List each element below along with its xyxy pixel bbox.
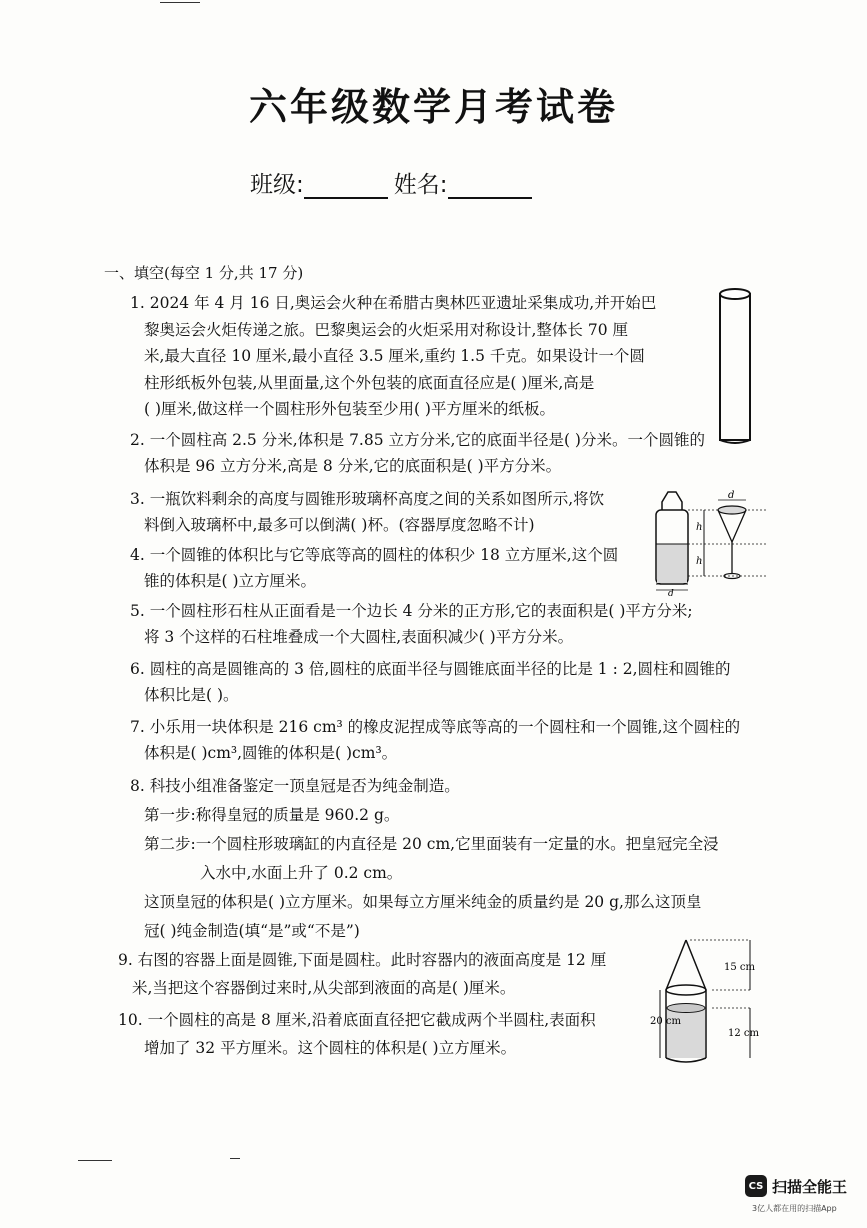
question-3 xyxy=(130,486,604,538)
class-blank[interactable] xyxy=(304,177,388,199)
question-10 xyxy=(118,1006,596,1062)
question-8-line: 8. 科技小组准备鉴定一顶皇冠是否为纯金制造。 xyxy=(130,777,460,795)
question-3-line: 3. 一瓶饮料剩余的高度与圆锥形玻璃杯高度之间的关系如图所示,将饮 xyxy=(130,490,605,508)
fig9-total-height-label: 20 cm xyxy=(650,1016,681,1027)
question-8-line: 冠( )纯金制造(填“是”或“不是”) xyxy=(144,922,360,940)
question-2-line: 体积是 96 立方分米,高是 8 分米,它的底面积是( )平方分米。 xyxy=(144,457,562,475)
scanner-tagline: 3亿人都在用的扫描App xyxy=(752,1204,837,1213)
question-7-line: 体积是( )cm³,圆锥的体积是( )cm³。 xyxy=(144,744,398,762)
question-9-line: 米,当把这个容器倒过来时,从尖部到液面的高是( )厘米。 xyxy=(132,979,516,997)
question-8-line: 第一步:称得皇冠的质量是 960.2 g。 xyxy=(144,806,400,824)
question-10-line: 10. 一个圆柱的高是 8 厘米,沿着底面直径把它截成两个半圆柱,表面积 xyxy=(118,1011,596,1029)
question-5-line: 将 3 个这样的石柱堆叠成一个大圆柱,表面积减少( )平方分米。 xyxy=(144,628,574,646)
question-4-line: 锥的体积是( )立方厘米。 xyxy=(144,572,317,590)
question-7 xyxy=(130,714,740,766)
question-10-line: 增加了 32 平方厘米。这个圆柱的体积是( )立方厘米。 xyxy=(144,1039,517,1057)
cylinder-package-figure xyxy=(712,286,758,446)
question-5 xyxy=(130,598,693,650)
question-4 xyxy=(130,542,618,594)
scan-mark xyxy=(160,2,200,3)
question-8 xyxy=(130,772,719,946)
question-6-line: 6. 圆柱的高是圆锥高的 3 倍,圆柱的底面半径与圆锥底面半径的比是 1 : 2,圆柱和圆锥的 xyxy=(130,660,731,678)
question-7-line: 7. 小乐用一块体积是 216 cm³ 的橡皮泥捏成等底等高的一个圆柱和一个圆锥,这个圆柱的 xyxy=(130,718,741,736)
name-blank[interactable] xyxy=(448,177,532,199)
question-8-line: 第二步:一个圆柱形玻璃缸的内直径是 20 cm,它里面装有一定量的水。把皇冠完全浸 xyxy=(144,835,719,853)
question-9 xyxy=(118,946,606,1002)
question-8-line: 入水中,水面上升了 0.2 cm。 xyxy=(200,864,403,882)
question-5-line: 5. 一个圆柱形石柱从正面看是一个边长 4 分米的正方形,它的表面积是( )平方分米; xyxy=(130,602,693,620)
question-9-line: 9. 右图的容器上面是圆锥,下面是圆柱。此时容器内的液面高度是 12 厘 xyxy=(118,951,607,969)
fig3-h-top-label: h xyxy=(696,522,703,533)
fig3-h-bottom-label: h xyxy=(696,556,703,567)
fig9-liquid-height-label: 12 cm xyxy=(728,1028,759,1039)
student-info-row xyxy=(250,166,538,199)
scanner-logo-icon: CS xyxy=(745,1175,767,1197)
class-label: 班级: xyxy=(250,172,304,198)
question-4-line: 4. 一个圆锥的体积比与它等底等高的圆柱的体积少 18 立方厘米,这个圆 xyxy=(130,546,619,564)
scan-mark xyxy=(230,1158,240,1159)
question-2-line: 2. 一个圆柱高 2.5 分米,体积是 7.85 立方分米,它的底面半径是( )分米。一个圆锥的 xyxy=(130,431,705,449)
question-1-line: 柱形纸板外包装,从里面量,这个外包装的底面直径应是( )厘米,高是 xyxy=(144,373,595,392)
question-6-line: 体积比是( )。 xyxy=(144,686,239,704)
question-1-line: 米,最大直径 10 厘米,最小直径 3.5 厘米,重约 1.5 千克。如果设计一个圆 xyxy=(144,347,645,365)
question-3-line: 料倒入玻璃杯中,最多可以倒满( )杯。(容器厚度忽略不计) xyxy=(144,516,535,534)
question-1-line: 1. 2024 年 4 月 16 日,奥运会火种在希腊古奥林匹亚遗址采集成功,并开始巴 xyxy=(130,294,657,312)
question-8-line: 这顶皇冠的体积是( )立方厘米。如果每立方厘米纯金的质量约是 20 g,那么这顶皇 xyxy=(144,893,702,911)
question-1-line: ( )厘米,做这样一个圆柱形外包装至少用( )平方厘米的纸板。 xyxy=(144,400,555,418)
section-heading: 一、填空(每空 1 分,共 17 分) xyxy=(104,264,304,282)
name-label: 姓名: xyxy=(393,172,448,198)
fig3-d-top-label: d xyxy=(728,490,735,501)
bottle-and-cone-glass-figure xyxy=(648,486,768,596)
question-1-line: 黎奥运会火炬传递之旅。巴黎奥运会的火炬采用对称设计,整体长 70 厘 xyxy=(144,320,629,339)
cone-cylinder-container-figure xyxy=(650,936,768,1066)
scan-mark xyxy=(78,1160,112,1161)
question-2 xyxy=(130,427,705,479)
scanner-app-name: 扫描全能王 xyxy=(772,1177,848,1196)
page-title: 六年级数学月考试卷 xyxy=(248,85,618,129)
fig9-cone-height-label: 15 cm xyxy=(724,962,755,973)
question-6 xyxy=(130,656,731,708)
question-1 xyxy=(130,290,656,423)
scanner-watermark xyxy=(745,1175,847,1197)
fig3-d-bottom-label: d xyxy=(668,589,674,596)
